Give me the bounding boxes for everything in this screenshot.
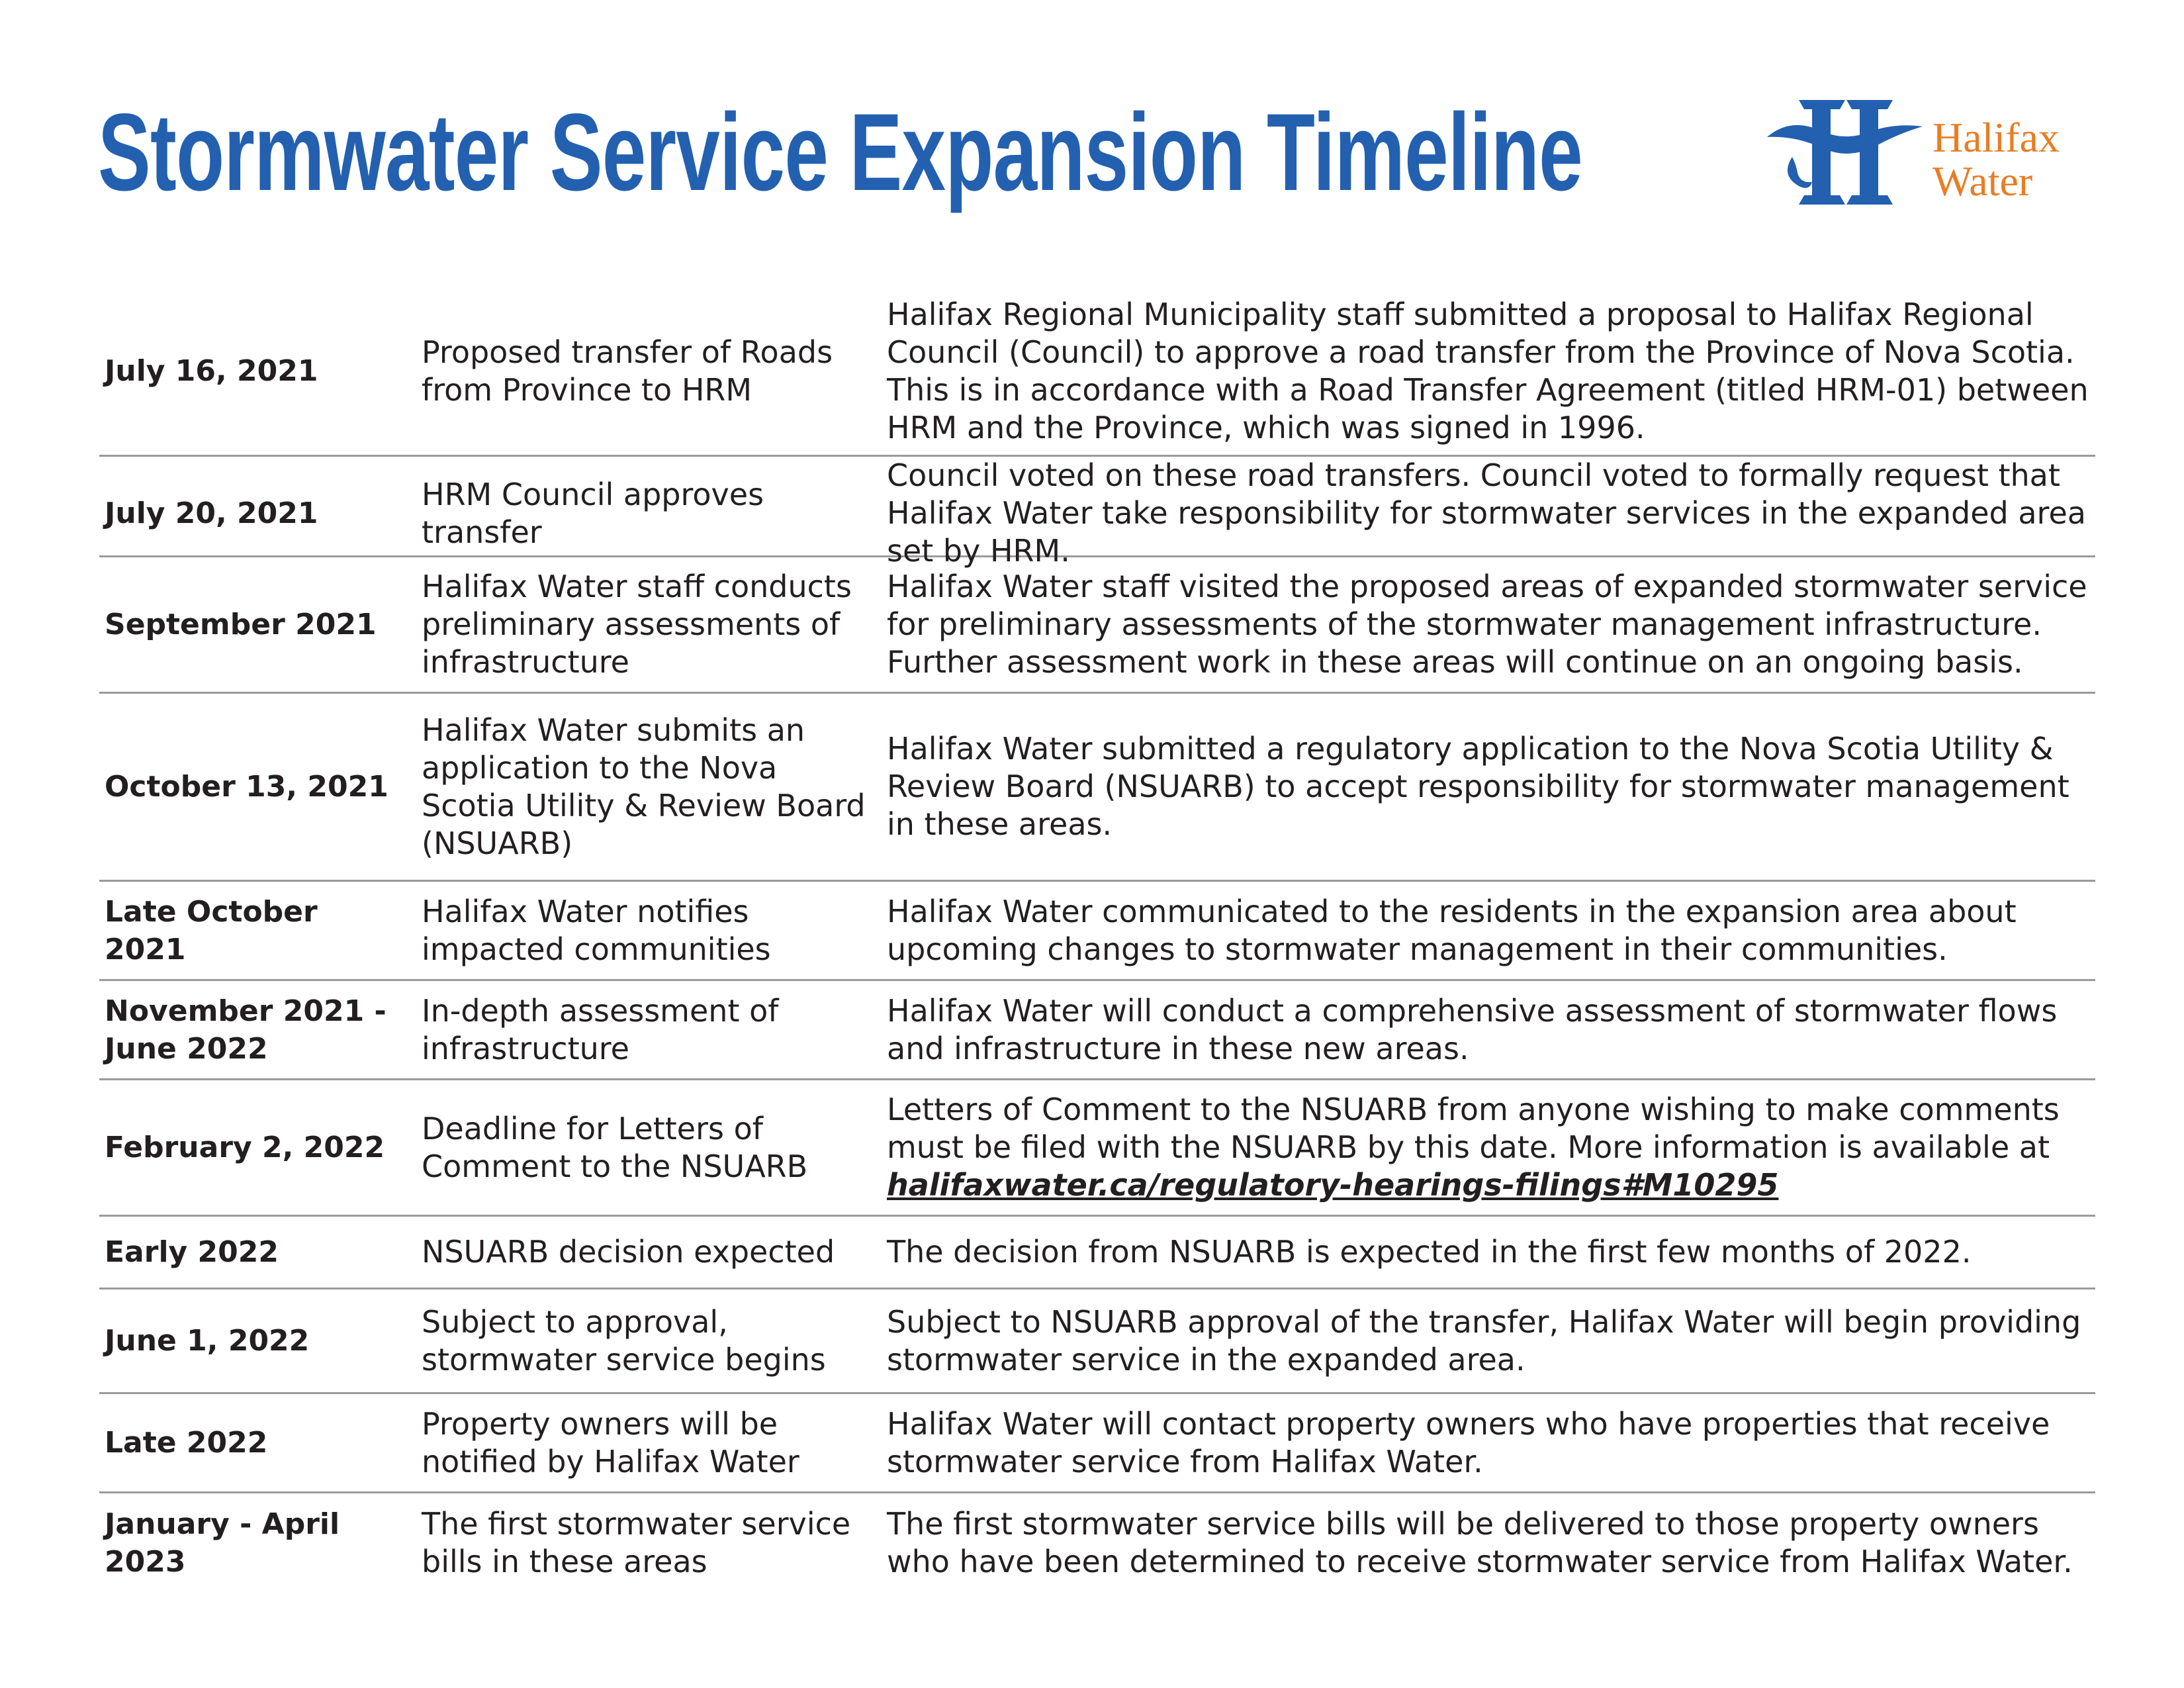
row-event: In-depth assessment of infrastructure <box>422 992 779 1066</box>
row-event: Proposed transfer of Roads from Province to HRM <box>422 334 833 408</box>
logo-line-1: Halifax <box>1933 114 2060 161</box>
timeline-row <box>99 557 2095 694</box>
row-event: The first stormwater service bills in these areas <box>422 1506 851 1579</box>
row-event: Property owners will be notified by Halifax Water <box>422 1405 799 1479</box>
row-event: NSUARB decision expected <box>422 1234 835 1270</box>
row-description: Halifax Water will conduct a comprehensive assessment of stormwater flows and infrastructure in these new areas. <box>887 992 2058 1066</box>
row-event: Halifax Water submits an application to the Nova Scotia Utility & Review Board (NSUARB) <box>422 712 866 861</box>
timeline-row <box>99 1080 2095 1217</box>
row-date: October 13, 2021 <box>105 770 388 804</box>
row-date: November 2021 - June 2022 <box>105 994 387 1066</box>
row-event: Subject to approval, stormwater service begins <box>422 1303 826 1378</box>
timeline-row <box>99 882 2095 981</box>
row-event: HRM Council approves transfer <box>422 476 764 550</box>
row-date: September 2021 <box>105 608 377 641</box>
row-date: February 2, 2022 <box>105 1131 385 1164</box>
halifax-water-logo-icon <box>1760 96 1926 209</box>
row-date: January - April 2023 <box>105 1507 340 1579</box>
row-date: July 20, 2021 <box>105 496 318 530</box>
row-description: Halifax Regional Municipality staff submitted a proposal to Halifax Regional Council (Council) to approve a road transfer from the Province of Nova Scotia. This is in accordance with a Road Transfer Agreement (titled HRM-01) between HRM and the Province, which was signed in 1996. <box>887 296 2089 445</box>
row-date: July 16, 2021 <box>105 354 318 388</box>
timeline-table <box>99 287 2095 1593</box>
row-date: Late 2022 <box>105 1426 268 1460</box>
timeline-row <box>99 1289 2095 1394</box>
timeline-row <box>99 287 2095 457</box>
timeline-row <box>99 981 2095 1080</box>
timeline-row <box>99 694 2095 882</box>
logo-line-2: Water <box>1933 158 2033 205</box>
row-event: Halifax Water notifies impacted communities <box>422 893 771 967</box>
timeline-row <box>99 1493 2095 1593</box>
halifax-water-logo <box>1760 96 2118 215</box>
row-description: Subject to NSUARB approval of the transfer, Halifax Water will begin providing stormwater service in the expanded area. <box>887 1303 2081 1378</box>
row-description: Council voted on these road transfers. Council voted to formally request that Halifax Water take responsibility for stormwater services in the expanded area set by HRM. <box>887 457 2086 569</box>
row-event: Halifax Water staff conducts preliminary assessments of infrastructure <box>422 569 852 680</box>
row-date: June 1, 2022 <box>105 1324 310 1358</box>
row-date: Late October 2021 <box>105 894 318 966</box>
row-description: Halifax Water communicated to the residents in the expansion area about upcoming changes to stormwater management in their communities. <box>887 893 2017 967</box>
row-description: Halifax Water will contact property owners who have properties that receive stormwater service from Halifax Water. <box>887 1405 2050 1479</box>
row-description: The decision from NSUARB is expected in the first few months of 2022. <box>887 1234 1972 1270</box>
logo-wordmark <box>1933 116 2060 203</box>
row-description: The first stormwater service bills will be delivered to those property owners who have been determined to receive stormwater service from Halifax Water. <box>887 1506 2073 1579</box>
timeline-row <box>99 1217 2095 1289</box>
timeline-row <box>99 1394 2095 1493</box>
row-description <box>887 1091 2095 1204</box>
row-description: Halifax Water staff visited the proposed areas of expanded stormwater service for preliminary assessments of the stormwater management infrastructure. Further assessment work in these areas will continue on an ongoing basis. <box>887 569 2087 680</box>
row-date: Early 2022 <box>105 1235 279 1269</box>
row-event: Deadline for Letters of Comment to the NSUARB <box>422 1110 808 1184</box>
page-title: Stormwater Service Expansion Timeline <box>98 91 1582 214</box>
row-description: Halifax Water submitted a regulatory application to the Nova Scotia Utility & Review Board (NSUARB) to accept responsibility for stormwater management in these areas. <box>887 731 2070 842</box>
row-description-text: Letters of Comment to the NSUARB from anyone wishing to make comments must be filed with the NSUARB by this date. More information is available at <box>887 1092 2060 1165</box>
regulatory-filings-link[interactable]: halifaxwater.ca/regulatory-hearings-filings#M10295 <box>887 1167 1779 1203</box>
timeline-row <box>99 457 2095 569</box>
